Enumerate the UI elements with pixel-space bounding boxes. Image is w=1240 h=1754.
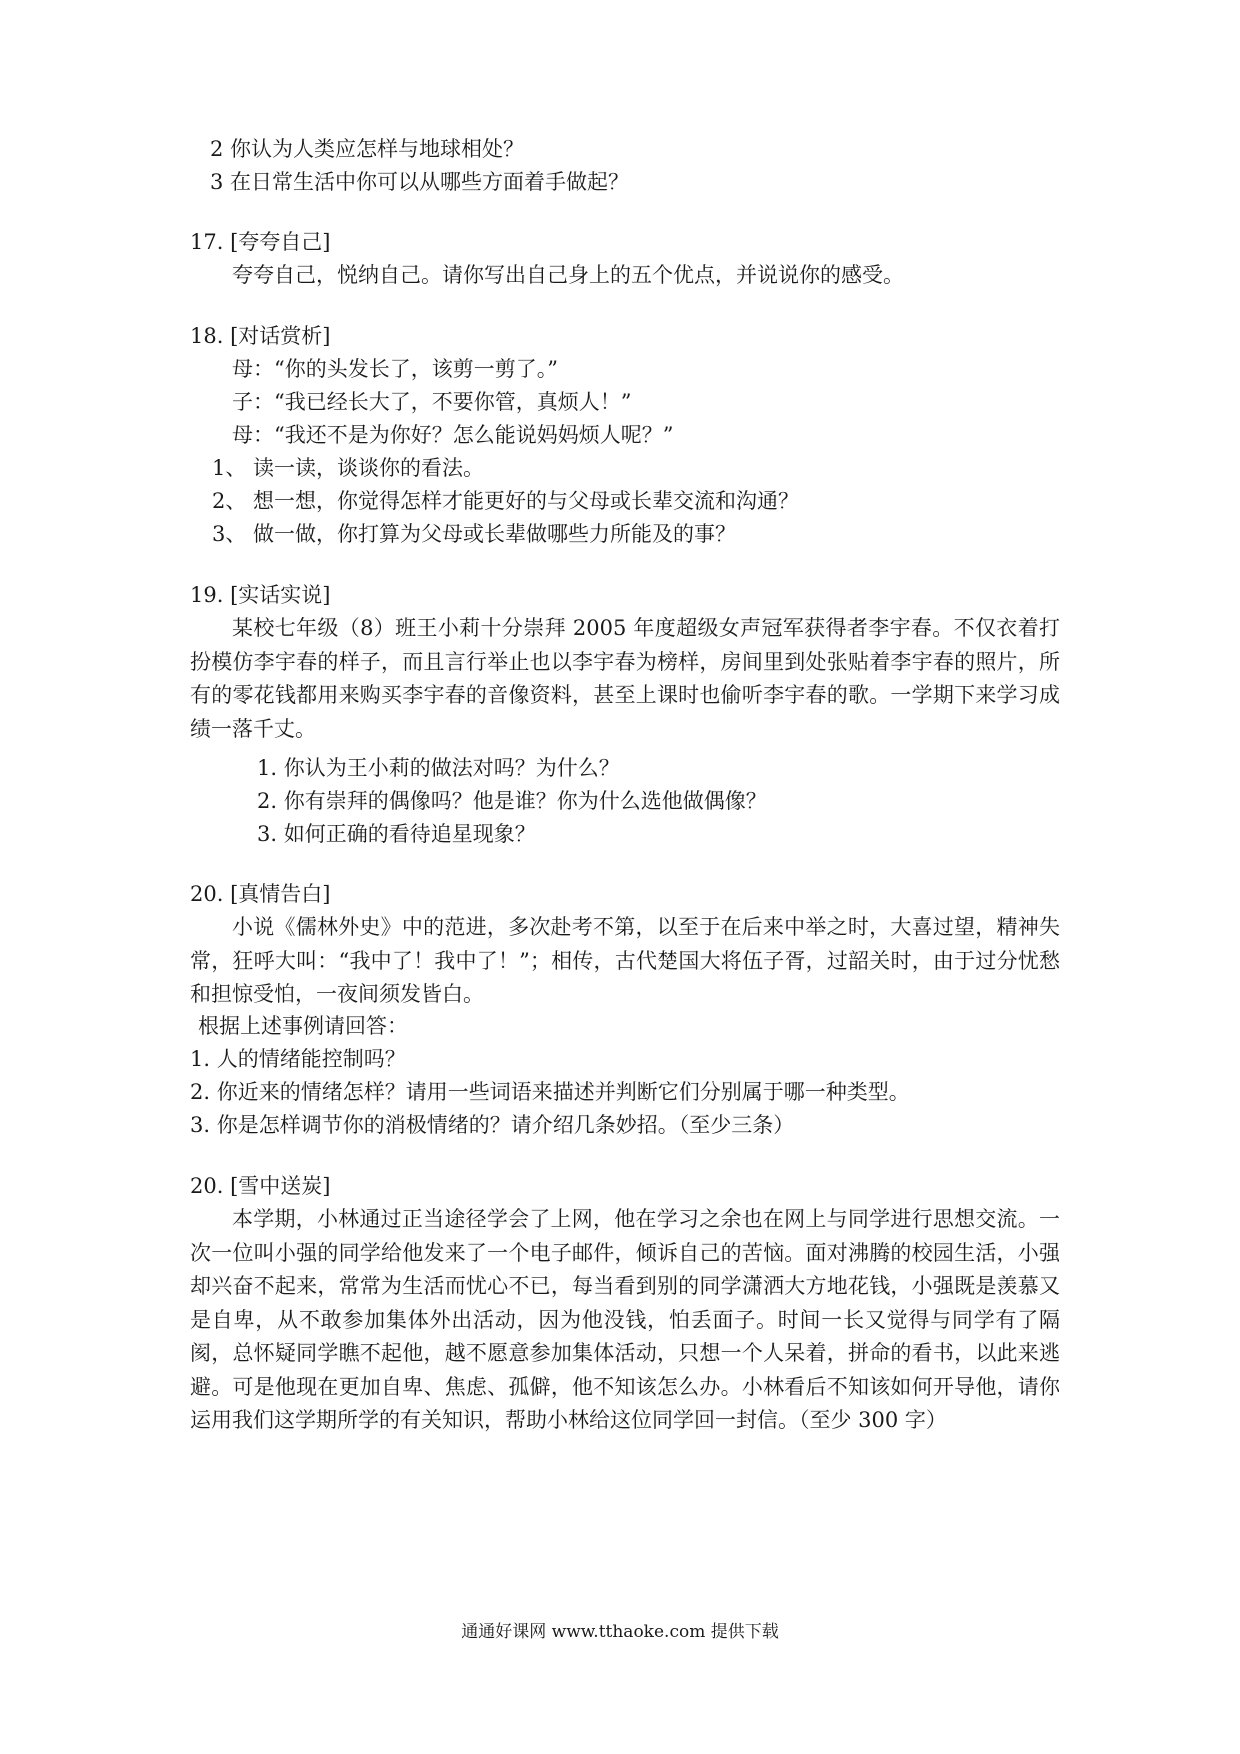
dialogue-line: 母：“我还不是为你好？怎么能说妈妈烦人呢？” <box>232 423 674 447</box>
section-heading: 19. [实话实说] <box>190 583 331 607</box>
section-body: 某校七年级（8）班王小莉十分崇拜 2005 年度超级女声冠军获得者李宇春。不仅衣着打扮模仿李宇春的样子，而且言行举止也以李宇春为榜样，房间里到处张贴着李宇春的照片，所有的零花钱都用来购买李宇春的音像资料，甚至上课时也偷听李宇春的歌。一学期下来学习成绩一落千丈。 <box>190 616 1060 741</box>
question-item: 2. 你有崇拜的偶像吗？他是谁？你为什么选他做偶像？ <box>257 789 767 813</box>
question-item: 2、 想一想，你觉得怎样才能更好的与父母或长辈交流和沟通？ <box>212 489 800 513</box>
section-heading: 17. [夸夸自己] <box>190 230 331 254</box>
dialogue-line: 母：“你的头发长了，该剪一剪了。” <box>232 357 558 381</box>
question-item: 3 在日常生活中你可以从哪些方面着手做起？ <box>210 170 630 194</box>
question-item: 2. 你近来的情绪怎样？请用一些词语来描述并判断它们分别属于哪一种类型。 <box>190 1080 910 1104</box>
question-item: 1、 读一读，谈谈你的看法。 <box>212 456 485 480</box>
question-item: 3. 你是怎样调节你的消极情绪的？请介绍几条妙招。（至少三条） <box>190 1113 795 1137</box>
section-heading: 20. [真情告白] <box>190 882 331 906</box>
question-item: 3. 如何正确的看待追星现象？ <box>257 822 536 846</box>
page-footer: 通通好课网 www.tthaoke.com 提供下载 <box>461 1622 779 1642</box>
section-body: 夸夸自己，悦纳自己。请你写出自己身上的五个优点，并说说你的感受。 <box>232 263 904 287</box>
section-prompt: 根据上述事例请回答： <box>198 1014 408 1038</box>
section-heading: 18. [对话赏析] <box>190 324 331 348</box>
section-body: 小说《儒林外史》中的范进，多次赴考不第，以至于在后来中举之时，大喜过望，精神失常，狂呼大叫：“我中了！我中了！”；相传，古代楚国大将伍子胥，过韶关时，由于过分忧愁和担惊受怕，一夜间须发皆白。 <box>190 915 1060 1006</box>
question-item: 2 你认为人类应怎样与地球相处？ <box>210 137 525 161</box>
section-heading: 20. [雪中送炭] <box>190 1174 331 1198</box>
question-item: 1. 人的情绪能控制吗？ <box>190 1047 406 1071</box>
section-body: 本学期，小林通过正当途径学会了上网，他在学习之余也在网上与同学进行思想交流。一次一位叫小强的同学给他发来了一个电子邮件，倾诉自己的苦恼。面对沸腾的校园生活，小强却兴奋不起来，常常为生活而忧心不已，每当看到别的同学潇洒大方地花钱，小强既是羡慕又是自卑，从不敢参加集体外出活动，因为他没钱，怕丢面子。时间一长又觉得与同学有了隔阂，总怀疑同学瞧不起他，越不愿意参加集体活动，只想一个人呆着，拼命的看书，以此来逃避。可是他现在更加自卑、焦虑、孤僻，他不知该怎么办。小林看后不知该如何开导他，请你运用我们这学期所学的有关知识，帮助小林给这位同学回一封信。（至少 300 字） <box>190 1207 1060 1432</box>
question-item: 1. 你认为王小莉的做法对吗？为什么？ <box>257 756 620 780</box>
dialogue-line: 子：“我已经长大了，不要你管，真烦人！” <box>232 390 632 414</box>
question-item: 3、 做一做，你打算为父母或长辈做哪些力所能及的事？ <box>212 522 737 546</box>
